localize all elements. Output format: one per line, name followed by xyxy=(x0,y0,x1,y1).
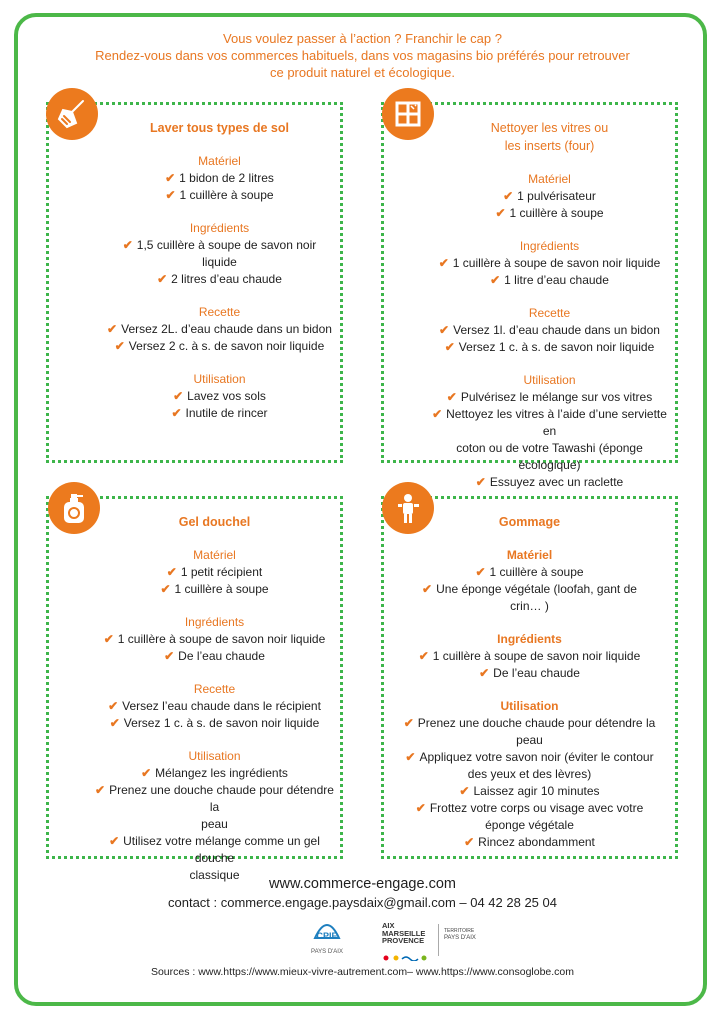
list-item-text: Essuyez avec un raclette xyxy=(489,475,624,489)
list-item xyxy=(384,783,675,800)
list-item xyxy=(424,255,675,272)
list-item xyxy=(424,339,675,356)
section-title: Ingrédients xyxy=(184,615,245,629)
check-icon: ✔ xyxy=(160,582,171,596)
check-icon: ✔ xyxy=(109,716,120,730)
list-item-text: Lavez vos sols xyxy=(187,389,266,403)
section-title: Matériel xyxy=(528,172,571,186)
list-item-text: Nettoyez les vitres à l’aide d’une serviette en xyxy=(446,407,667,438)
card-scrub-body xyxy=(384,513,675,851)
list-item xyxy=(424,322,675,339)
list-item-text: 1 litre d’eau chaude xyxy=(504,273,609,287)
check-icon: ✔ xyxy=(405,750,416,764)
list-item xyxy=(89,782,340,816)
list-item xyxy=(384,665,675,682)
list-item xyxy=(99,187,340,204)
sources-line: Sources : www.https://www.mieux-vivre-autrement.com– www.https://www.consoglobe.com xyxy=(150,966,575,978)
list-item xyxy=(424,406,675,440)
check-icon: ✔ xyxy=(446,390,457,404)
list-item-text: 1 cuillère à soupe xyxy=(179,188,274,202)
list-item-text: Utilisez votre mélange comme un gel douche xyxy=(123,834,320,865)
list-item-text: 1 petit récipient xyxy=(180,565,263,579)
list-item xyxy=(89,715,340,732)
card-section xyxy=(99,304,340,355)
list-item-text: peau xyxy=(516,733,543,747)
list-item xyxy=(89,631,340,648)
list-item-text: Prenez une douche chaude pour détendre la xyxy=(417,716,656,730)
card-shower-gel-body xyxy=(49,513,340,884)
check-icon: ✔ xyxy=(165,188,176,202)
list-item xyxy=(384,581,675,598)
list-item xyxy=(384,564,675,581)
list-item xyxy=(384,817,675,834)
check-icon: ✔ xyxy=(459,784,470,798)
cpie-caption: PAYS D'AIX xyxy=(311,949,343,955)
amp-line-2: MARSEILLE xyxy=(382,928,426,938)
amp-wave-icon xyxy=(382,948,430,954)
window-icon xyxy=(382,88,434,140)
section-title: Ingrédients xyxy=(497,632,562,646)
check-icon: ✔ xyxy=(95,783,106,797)
list-item-text: 1 cuillère à soupe de savon noir liquide xyxy=(452,256,661,270)
section-title: Matériel xyxy=(506,548,553,562)
check-icon: ✔ xyxy=(165,171,176,185)
check-icon: ✔ xyxy=(173,389,184,403)
list-item xyxy=(99,237,340,271)
list-item-text: Prenez une douche chaude pour détendre la xyxy=(109,783,334,814)
check-icon: ✔ xyxy=(475,565,486,579)
intro-line-3: ce produit naturel et écologique. xyxy=(269,65,455,80)
list-item-text: Frottez votre corps ou visage avec votre xyxy=(429,801,644,815)
check-icon: ✔ xyxy=(432,407,443,421)
list-item-text: 2 litres d’eau chaude xyxy=(171,272,282,286)
list-item-text: Une éponge végétale (loofah, gant de xyxy=(436,582,637,596)
card-windows-body xyxy=(384,119,675,491)
list-item-text: 1 cuillère à soupe de savon noir liquide xyxy=(432,649,641,663)
card-section xyxy=(384,631,675,682)
list-item xyxy=(384,800,675,817)
check-icon: ✔ xyxy=(109,834,120,848)
card-section xyxy=(89,547,340,598)
list-item-text: Versez l’eau chaude dans le récipient xyxy=(122,699,321,713)
check-icon: ✔ xyxy=(114,339,125,353)
list-item-text: des yeux et des lèvres) xyxy=(467,767,592,781)
list-item xyxy=(89,765,340,782)
list-item-text: Versez 2 c. à s. de savon noir liquide xyxy=(128,339,325,353)
section-title: Utilisation xyxy=(523,373,576,387)
section-title: Utilisation xyxy=(193,372,246,386)
list-item xyxy=(384,598,675,615)
card-title-line: Nettoyer les vitres ou xyxy=(490,121,609,135)
card-title-line: Gommage xyxy=(498,515,561,529)
check-icon: ✔ xyxy=(475,475,486,489)
check-icon: ✔ xyxy=(141,766,152,780)
list-item-text: De l’eau chaude xyxy=(493,666,580,680)
check-icon: ✔ xyxy=(503,189,514,203)
section-title: Matériel xyxy=(198,154,241,168)
list-item xyxy=(384,766,675,783)
list-item xyxy=(89,581,340,598)
list-item xyxy=(99,271,340,288)
broom-icon xyxy=(46,88,98,140)
list-item xyxy=(99,405,340,422)
check-icon: ✔ xyxy=(103,632,114,646)
list-item-text: 1 bidon de 2 litres xyxy=(179,171,274,185)
check-icon: ✔ xyxy=(108,699,119,713)
list-item xyxy=(89,564,340,581)
check-icon: ✔ xyxy=(157,272,168,286)
section-title: Matériel xyxy=(193,548,236,562)
check-icon: ✔ xyxy=(418,649,429,663)
website-link[interactable]: www.commerce-engage.com xyxy=(269,876,456,892)
check-icon: ✔ xyxy=(439,323,450,337)
card-section xyxy=(384,547,675,615)
person-shower-icon xyxy=(382,482,434,534)
list-item-text: Rincez abondamment xyxy=(478,835,595,849)
card-title-line: Gel douchel xyxy=(178,515,251,529)
list-item xyxy=(99,321,340,338)
section-title: Recette xyxy=(198,305,241,319)
list-item-text: Appliquez votre savon noir (éviter le contour xyxy=(419,750,654,764)
intro-text xyxy=(30,30,695,81)
list-item xyxy=(384,749,675,766)
amp-side-2: PAYS D'AIX xyxy=(444,935,476,941)
amp-line-3: PROVENCE xyxy=(382,936,425,945)
section-title: Ingrédients xyxy=(519,239,580,253)
card-windows xyxy=(381,102,678,489)
list-item-text: Versez 1l. d’eau chaude dans un bidon xyxy=(453,323,660,337)
card-section xyxy=(99,220,340,288)
list-item-text: crin… ) xyxy=(510,599,549,613)
contact-line: contact : commerce.engage.paysdaix@gmail.com – 04 42 28 25 04 xyxy=(168,895,557,910)
list-item xyxy=(384,648,675,665)
check-icon: ✔ xyxy=(479,666,490,680)
section-title: Recette xyxy=(193,682,236,696)
check-icon: ✔ xyxy=(415,801,426,815)
card-section xyxy=(424,238,675,289)
check-icon: ✔ xyxy=(403,716,414,730)
list-item xyxy=(99,388,340,405)
list-item-text: Mélangez les ingrédients xyxy=(155,766,288,780)
intro-line-2: Rendez-vous dans vos commerces habituels, dans vos magasins bio préférés pour retrouver xyxy=(95,48,630,63)
list-item xyxy=(424,440,675,474)
card-section xyxy=(99,371,340,422)
card-title-line: Laver tous types de sol xyxy=(150,121,289,135)
list-item-text: peau xyxy=(201,817,228,831)
card-section xyxy=(384,698,675,851)
list-item xyxy=(99,170,340,187)
section-title: Utilisation xyxy=(188,749,241,763)
list-item xyxy=(424,389,675,406)
section-title: Utilisation xyxy=(500,699,559,713)
section-title: Ingrédients xyxy=(189,221,250,235)
check-icon: ✔ xyxy=(122,238,133,252)
list-item xyxy=(384,732,675,749)
card-title-line: les inserts (four) xyxy=(504,139,595,153)
list-item-text: coton ou de votre Tawashi (éponge écologique) xyxy=(456,441,643,472)
list-item-text: Versez 1 c. à s. de savon noir liquide xyxy=(123,716,320,730)
list-item xyxy=(89,816,340,833)
card-shower-gel xyxy=(46,496,343,882)
card-title xyxy=(89,513,340,531)
check-icon: ✔ xyxy=(490,273,501,287)
cpie-logo xyxy=(305,918,349,955)
list-item-text: 1 cuillère à soupe xyxy=(174,582,269,596)
list-item-text: éponge végétale xyxy=(485,818,574,832)
card-scrub xyxy=(381,496,678,859)
intro-line-1: Vous voulez passer à l’action ? Franchir le cap ? xyxy=(223,31,502,46)
card-section xyxy=(424,171,675,222)
list-item-text: Versez 1 c. à s. de savon noir liquide xyxy=(458,340,655,354)
check-icon: ✔ xyxy=(166,565,177,579)
svg-text:CPIE: CPIE xyxy=(316,931,338,941)
aix-marseille-provence-logo xyxy=(382,922,492,962)
list-item-text: Inutile de rincer xyxy=(185,406,268,420)
list-item xyxy=(384,715,675,732)
card-section xyxy=(89,681,340,732)
list-item xyxy=(99,338,340,355)
check-icon: ✔ xyxy=(464,835,475,849)
list-item xyxy=(384,834,675,851)
list-item-text: 1 cuillère à soupe xyxy=(489,565,584,579)
card-section xyxy=(89,614,340,665)
card-section xyxy=(99,153,340,204)
list-item-text: De l’eau chaude xyxy=(178,649,265,663)
list-item xyxy=(424,272,675,289)
card-section xyxy=(89,748,340,884)
check-icon: ✔ xyxy=(444,340,455,354)
check-icon: ✔ xyxy=(107,322,118,336)
list-item-text: 1,5 cuillère à soupe de savon noir liquide xyxy=(136,238,317,269)
list-item xyxy=(424,188,675,205)
list-item-text: Pulvérisez le mélange sur vos vitres xyxy=(460,390,653,404)
check-icon: ✔ xyxy=(164,649,175,663)
list-item xyxy=(89,698,340,715)
list-item xyxy=(424,474,675,491)
list-item xyxy=(89,833,340,867)
list-item-text: Versez 2L. d’eau chaude dans un bidon xyxy=(121,322,332,336)
check-icon: ✔ xyxy=(171,406,182,420)
list-item-text: classique xyxy=(189,868,240,882)
list-item-text: 1 cuillère à soupe de savon noir liquide xyxy=(117,632,326,646)
list-item xyxy=(89,648,340,665)
list-item xyxy=(424,205,675,222)
card-title xyxy=(424,119,675,155)
soap-dispenser-icon xyxy=(48,482,100,534)
amp-side-1: TERRITOIRE xyxy=(444,928,475,934)
amp-line-1: AIX xyxy=(382,921,395,930)
card-title xyxy=(99,119,340,137)
card-floor xyxy=(46,102,343,463)
list-item-text: 1 pulvérisateur xyxy=(517,189,596,203)
list-item-text: Laissez agir 10 minutes xyxy=(473,784,600,798)
list-item-text: 1 cuillère à soupe xyxy=(509,206,604,220)
check-icon: ✔ xyxy=(495,206,506,220)
card-section xyxy=(424,372,675,491)
check-icon: ✔ xyxy=(422,582,433,596)
card-floor-body xyxy=(49,119,340,422)
check-icon: ✔ xyxy=(438,256,449,270)
card-section xyxy=(424,305,675,356)
section-title: Recette xyxy=(528,306,571,320)
